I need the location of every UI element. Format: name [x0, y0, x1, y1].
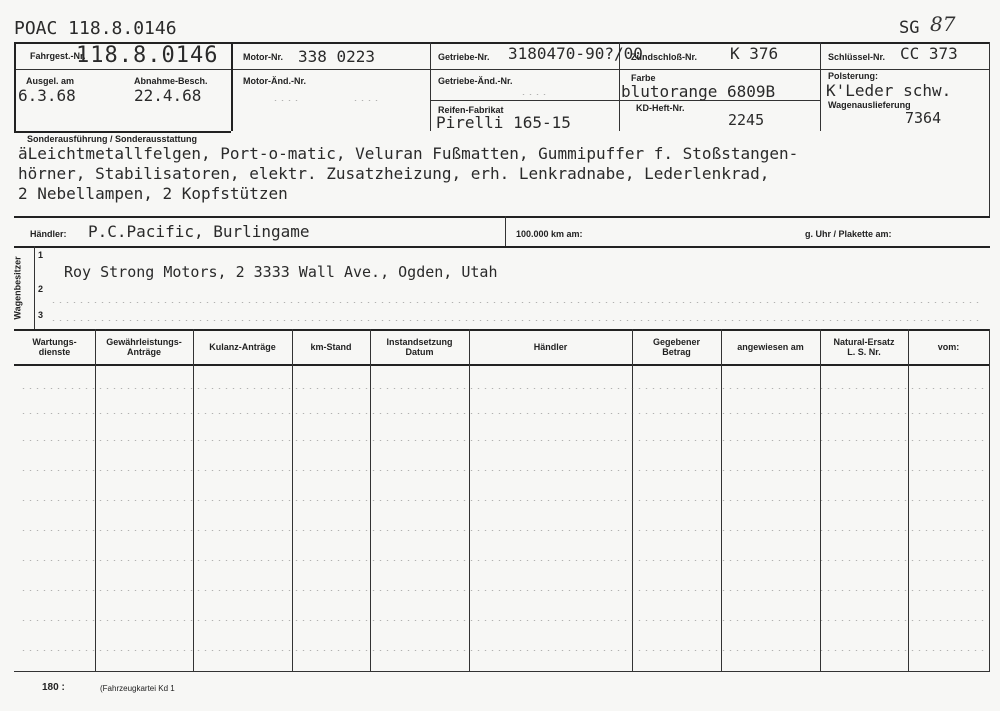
col-header-repair-date: Instandsetzung Datum: [386, 337, 453, 357]
service-booklet-value: 2245: [728, 111, 765, 129]
ignition-lock-value: K 376: [730, 44, 779, 63]
col-header-goodwill: Kulanz-Anträge: [209, 342, 276, 352]
col-header-maintenance: Wartungs- dienste: [32, 337, 77, 357]
col-header-amount: Gegebener Betrag: [652, 337, 701, 357]
upholstery-label: Polsterung:: [828, 71, 879, 81]
sg-handwritten-number: 87: [930, 12, 956, 36]
owner-row-1-number: 1: [38, 250, 44, 260]
tire-brand-label: Reifen-Fabrikat: [438, 105, 504, 115]
col-header-km: km-Stand: [310, 342, 352, 352]
color-value: blutorange 6809B: [621, 82, 776, 101]
key-number-value: CC 373: [900, 44, 958, 63]
col-header-from: vom:: [937, 342, 960, 352]
sg-label: SG: [899, 18, 920, 38]
chassis-number-value: 118.8.0146: [76, 43, 219, 68]
col-header-replacement: Natural-Ersatz L. S. Nr.: [833, 337, 895, 357]
chassis-number-label: Fahrgest.-Nr.: [30, 51, 86, 61]
owners-label: Wagenbesitzer: [12, 256, 23, 320]
upholstery-value: K'Leder schw.: [826, 81, 952, 100]
color-label: Farbe: [631, 73, 656, 83]
acceptance-label: Abnahme-Besch.: [134, 76, 208, 86]
form-number: 180 :: [42, 682, 65, 693]
dealer-value: P.C.Pacific, Burlingame: [88, 222, 310, 241]
owner-row-2-number: 2: [38, 284, 44, 294]
delivery-value: 7364: [905, 109, 942, 127]
engine-number-value: 338 0223: [298, 47, 376, 66]
service-booklet-label: KD-Heft-Nr.: [636, 103, 685, 113]
dealer-label: Händler:: [30, 229, 67, 239]
gearbox-change-label: Getriebe-Änd.-Nr.: [438, 76, 513, 86]
col-header-dealer: Händler: [533, 342, 568, 352]
engine-change-label: Motor-Änd.-Nr.: [243, 76, 306, 86]
owner-row-1-value: Roy Strong Motors, 2 3333 Wall Ave., Ogden, Utah: [64, 263, 498, 281]
key-number-label: Schlüssel-Nr.: [828, 52, 886, 62]
col-header-assigned: angewiesen am: [737, 342, 804, 352]
special-equipment-line-1: äLeichtmetallfelgen, Port-o-matic, Veluran Fußmatten, Gummipuffer f. Stoßstangen-: [18, 144, 799, 163]
engine-number-label: Motor-Nr.: [243, 52, 283, 62]
form-name: (Fahrzeugkartei Kd 1: [100, 684, 175, 693]
owner-row-3-number: 3: [38, 310, 44, 320]
gearbox-number-label: Getriebe-Nr.: [438, 52, 490, 62]
col-header-warranty: Gewährleistungs- Anträge: [106, 337, 182, 357]
issued-date-label: Ausgel. am: [26, 76, 75, 86]
issued-date-value: 6.3.68: [18, 86, 76, 105]
special-equipment-line-2: hörner, Stabilisatoren, elektr. Zusatzheizung, erh. Lenkradnabe, Lederlenkrad,: [18, 164, 770, 183]
gearbox-number-value: 3180470-90?/00: [508, 44, 643, 63]
clock-plate-label: g. Uhr / Plakette am:: [805, 229, 892, 239]
tire-brand-value: Pirelli 165-15: [436, 113, 571, 132]
delivery-label: Wagenauslieferung: [828, 100, 911, 110]
km-100000-label: 100.000 km am:: [516, 229, 583, 239]
acceptance-value: 22.4.68: [134, 86, 202, 105]
special-equipment-label: Sonderausführung / Sonderausstattung: [27, 134, 198, 144]
ignition-lock-label: Zündschloß-Nr.: [631, 52, 697, 62]
special-equipment-line-3: 2 Nebellampen, 2 Kopfstützen: [18, 184, 288, 203]
card-id: POAC 118.8.0146: [14, 18, 177, 39]
